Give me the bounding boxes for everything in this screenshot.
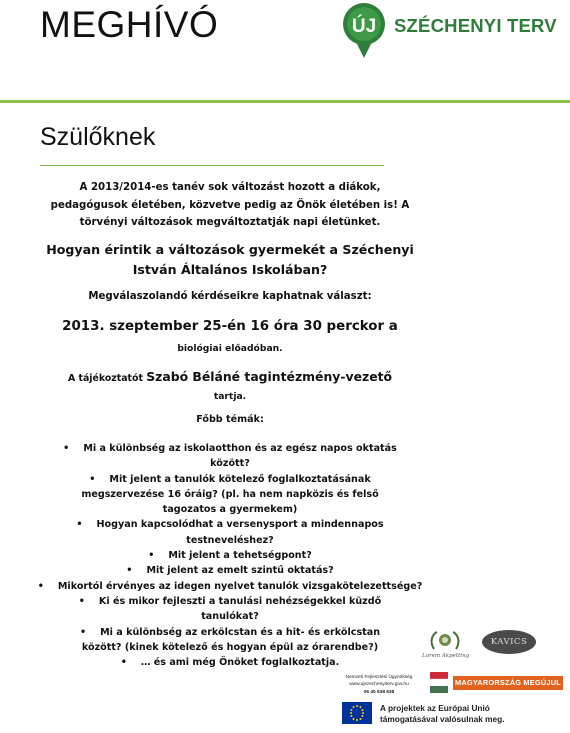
logo-mark: ÚJ [351,16,377,37]
topic-line: • Mikortól érvényes az idegen nyelvet tanulók vizsgakötelezettsége? [20,579,440,594]
page-title: MEGHÍVÓ [40,4,219,45]
eu-flag-icon [342,702,372,724]
topic-line: • Hogyan kapcsolódhat a versenysport a mindennapos [20,517,440,532]
sponsor-footer [332,624,568,730]
intro-line: A 2013/2014-es tanév sok változást hozott a diákok, [79,182,381,193]
eu-line: A projektek az Európai Unió [380,703,490,713]
event-place: biológiai előadóban. [177,343,283,354]
nfu-block [336,674,422,696]
question-line: István Általános Iskolában? [132,262,328,277]
topic-line: • Ki és mikor fejleszti a tanulási nehézségekkel küzdő [20,594,440,609]
event-date: 2013. szeptember 25-én 16 óra 30 perckor a [62,319,398,334]
presenter-line [20,369,440,384]
logo-text: SZÉCHENYI TERV [394,15,557,36]
topic-line: között? [210,458,250,470]
main-question [20,240,440,280]
presenter-prefix: A tájékoztatót [67,373,143,384]
eu-support-text [380,703,505,724]
topic-line: megszervezése 16 óráig? (pl. ha nem napközis és felső [81,488,379,500]
nfu-line: 06 40 638 638 [363,689,395,695]
presenter-name: Szabó Béláné tagintézmény-vezető [146,369,393,384]
hungarian-flag-icon [430,672,448,693]
szechenyi-terv-logo [338,2,557,60]
subtitle-divider [40,165,384,166]
intro-paragraph [20,179,440,232]
subtitle: Szülőknek [40,123,156,151]
question-line: Hogyan érintik a változások gyermekét a Széchenyi [46,242,414,257]
header-divider [0,100,570,103]
kavics-logo: KAVICS [482,630,536,654]
topic-line: testneveléshez? [186,534,274,546]
topic-line: • Mit jelent az emelt szintű oktatás? [20,563,440,578]
topic-line: • Mit jelent a tanulók kötelező foglalkoztatásának [20,472,440,487]
topic-line: • Mi a különbség az iskolaotthon és az egész napos oktatás [20,441,440,456]
topic-line: között? (kinek kötelező és hogyan épül az órarendbe?) [81,641,379,653]
topic-line: tagozatos a gyermekem) [162,504,298,516]
eu-line: támogatásával valósulnak meg. [380,713,505,724]
szechenyi-pin-icon [338,2,398,60]
laurel-seal-icon [428,629,462,653]
answer-intro: Megválaszolandó kérdéseikre kaphatnak választ: [88,291,372,302]
topic-line: • Mit jelent a tehetségpont? [20,548,440,563]
presenter-suffix: tartja. [213,391,247,402]
nfu-line: www.ujszechenyiterv.gov.hu [349,682,409,688]
magyarorszag-megujul-banner: MAGYARORSZÁG MEGÚJUL [453,676,563,690]
topics-heading: Főbb témák: [196,414,264,425]
seal-caption: Lorem Akpetting [422,653,470,659]
intro-line: törvényi változások megváltoztatják napi életünket. [79,217,381,228]
topic-line: • Mi a különbség az erkölcstan és a hit- és erkölcstan [20,625,440,640]
topic-line: • … és ami még Önöket foglalkoztatja. [20,655,440,670]
nfu-line: Nemzeti Fejlesztési Ügynökség [345,675,413,680]
intro-line: pedagógusok életében, közvetve pedig az Önök életében is! A [50,199,410,211]
topic-line: tanulókat? [201,611,259,623]
